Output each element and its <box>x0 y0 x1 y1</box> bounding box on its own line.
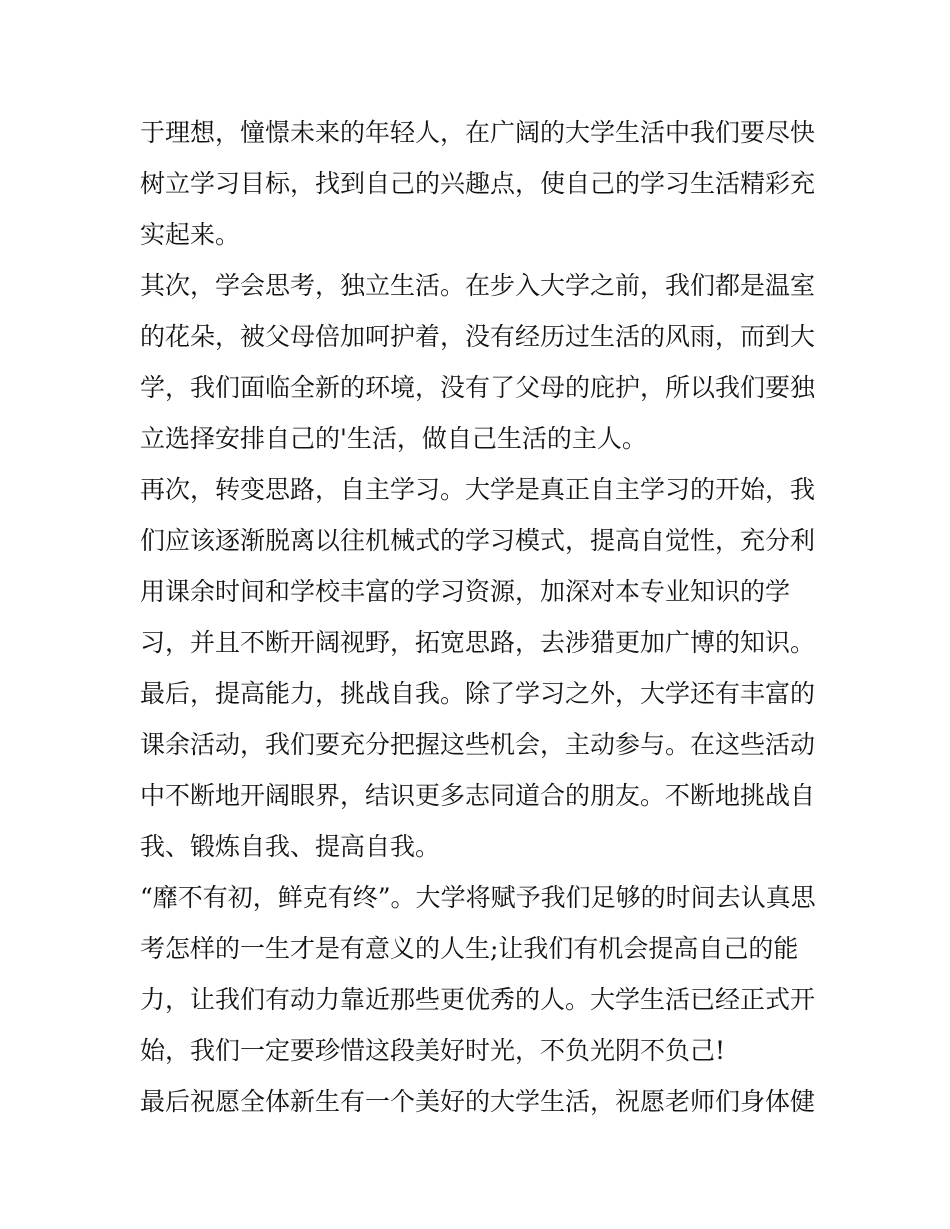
text-line: 始，我们一定要珍惜这段美好时光，不负光阴不负己! <box>140 1036 726 1065</box>
text-line: 我、锻炼自我、提高自我。 <box>140 832 441 861</box>
text-line: 学，我们面临全新的环境，没有了父母的庇护，所以我们要独 <box>140 373 816 402</box>
text-line: 再次，转变思路，自主学习。大学是真正自主学习的开始，我 <box>140 475 816 504</box>
text-line: 最后，提高能力，挑战自我。除了学习之外，大学还有丰富的 <box>140 679 816 708</box>
text-line: 实起来。 <box>140 220 241 249</box>
text-line: 用课余时间和学校丰富的学习资源，加深对本专业知识的学 <box>140 577 791 606</box>
text-line: 的花朵，被父母倍加呵护着，没有经历过生活的风雨，而到大 <box>140 322 816 351</box>
text-line: 树立学习目标，找到自己的兴趣点，使自己的学习生活精彩充 <box>140 169 816 198</box>
text-line: 课余活动，我们要充分把握这些机会，主动参与。在这些活动 <box>140 730 816 759</box>
text-line: 力，让我们有动力靠近那些更优秀的人。大学生活已经正式开 <box>140 985 816 1014</box>
text-line: 中不断地开阔眼界，结识更多志同道合的朋友。不断地挑战自 <box>140 781 816 810</box>
text-line: 最后祝愿全体新生有一个美好的大学生活，祝愿老师们身体健 <box>140 1087 816 1116</box>
text-line: 其次，学会思考，独立生活。在步入大学之前，我们都是温室 <box>140 271 816 300</box>
text-line: 们应该逐渐脱离以往机械式的学习模式，提高自觉性，充分利 <box>140 526 816 555</box>
text-line: “靡不有初，鲜克有终”。大学将赋予我们足够的时间去认真思 <box>140 883 816 912</box>
document-body <box>140 107 820 1127</box>
text-line: 于理想，憧憬未来的年轻人，在广阔的大学生活中我们要尽快 <box>140 118 816 147</box>
text-line: 考怎样的一生才是有意义的人生;让我们有机会提高自己的能 <box>140 934 799 963</box>
text-line: 习，并且不断开阔视野，拓宽思路，去涉猎更加广博的知识。 <box>140 628 816 657</box>
text-line: 立选择安排自己的'生活，做自己生活的主人。 <box>140 424 647 453</box>
